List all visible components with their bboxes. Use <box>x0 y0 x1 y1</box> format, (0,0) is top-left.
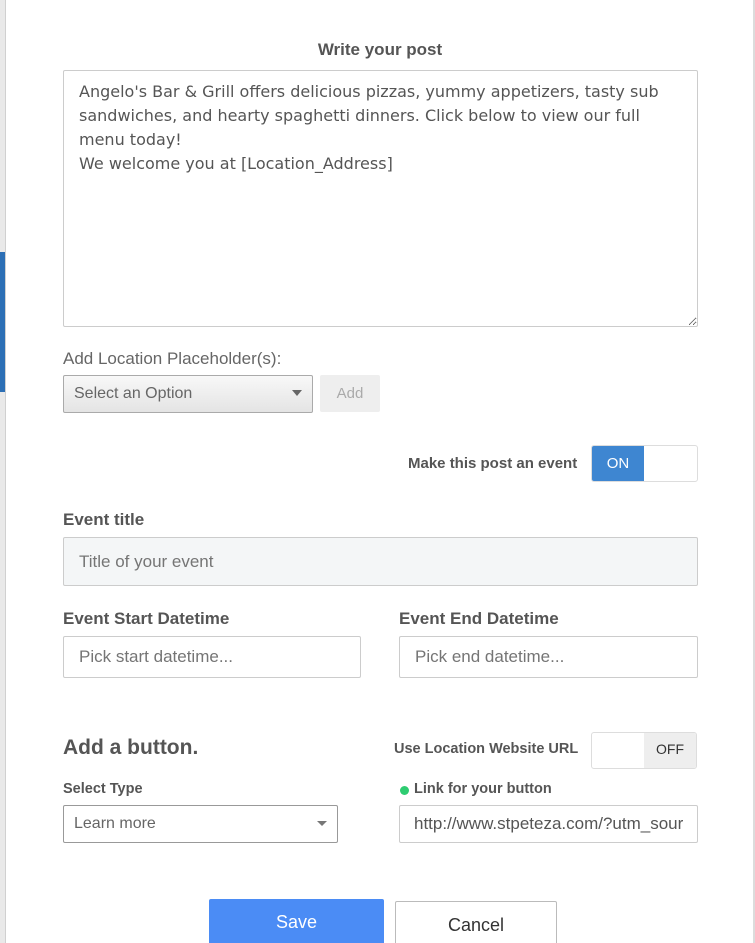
event-start-label: Event Start Datetime <box>63 609 230 628</box>
event-end-label: Event End Datetime <box>399 609 559 628</box>
event-toggle-label: Make this post an event <box>408 455 578 472</box>
button-link-label: Link for your button <box>414 781 552 797</box>
event-title-input[interactable] <box>63 537 698 586</box>
location-placeholder-select-value: Select an Option <box>74 385 193 402</box>
button-link-input[interactable] <box>399 805 698 843</box>
event-end-input[interactable] <box>399 636 698 678</box>
cancel-button[interactable]: Cancel <box>395 901 557 943</box>
website-url-toggle-label: Use Location Website URL <box>394 741 579 757</box>
add-button-heading: Add a button. <box>63 736 199 759</box>
post-body-textarea[interactable]: Angelo's Bar & Grill offers delicious pizzas, yummy appetizers, tasty sub sandwiches, and hearty spaghetti dinners. Click below to view our full menu today! We welcome you at [Location_Address] <box>63 70 698 327</box>
save-button[interactable]: Save <box>209 899 384 943</box>
location-placeholder-select[interactable] <box>63 375 313 413</box>
add-placeholder-button[interactable]: Add <box>320 375 380 412</box>
event-title-label: Event title <box>63 510 145 529</box>
website-url-toggle[interactable] <box>591 732 697 769</box>
chevron-down-icon <box>292 390 302 396</box>
location-placeholder-label: Add Location Placeholder(s): <box>63 349 282 368</box>
website-url-toggle-state: OFF <box>644 733 696 768</box>
event-toggle-state: ON <box>592 446 644 481</box>
select-type-label: Select Type <box>63 781 143 797</box>
event-toggle[interactable] <box>591 445 698 482</box>
chevron-down-icon <box>317 821 327 826</box>
create-post-modal <box>5 0 753 943</box>
status-dot-icon <box>400 786 409 795</box>
button-type-select-value: Learn more <box>74 815 156 832</box>
event-start-input[interactable] <box>63 636 361 678</box>
write-post-heading: Write your post <box>317 40 443 59</box>
button-type-select[interactable] <box>63 805 338 843</box>
